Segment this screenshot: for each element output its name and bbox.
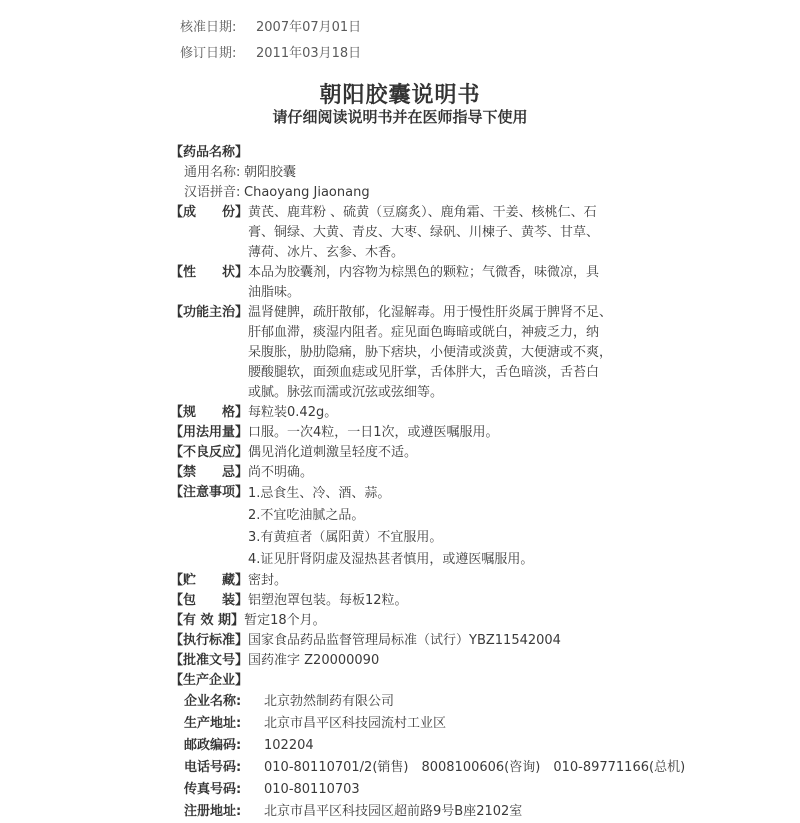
pinyin-value: Chaoyang Jiaonang — [244, 185, 370, 200]
usage-value: 口服。一次4粒，一日1次，或遵医嘱服用。 — [248, 425, 499, 440]
properties-line: 本品为胶囊剂，内容物为棕黑色的颗粒；气微香，味微凉，具 — [248, 265, 600, 280]
fax-value: 010-80110703 — [264, 782, 360, 797]
properties-line: 油脂味。 — [248, 285, 301, 300]
ingredients-heading: 【成 份】 — [170, 205, 249, 220]
section-indications — [170, 303, 650, 403]
ingredients-line: 薄荷、冰片、玄参、木香。 — [248, 245, 405, 260]
company-name-label: 企业名称: — [184, 694, 242, 709]
approve-date — [180, 16, 361, 35]
indications-line: 或腻。脉弦而濡或沉弦或弦细等。 — [248, 385, 444, 400]
section-adverse — [170, 443, 650, 463]
section-standard — [170, 631, 650, 651]
section-package — [170, 591, 650, 611]
precautions-heading: 【注意事项】 — [170, 485, 249, 500]
precaution-item: 3.有黄疸者（属阳黄）不宜服用。 — [248, 530, 443, 545]
common-name-label: 通用名称: — [184, 165, 241, 180]
registered-address-row — [184, 801, 650, 823]
package-value: 铝塑泡罩包装。每板12粒。 — [248, 593, 408, 608]
common-name-value: 朝阳胶囊 — [244, 165, 297, 180]
revise-date — [180, 42, 361, 61]
standard-heading: 【执行标准】 — [170, 633, 249, 648]
section-usage — [170, 423, 650, 443]
approval-heading: 【批准文号】 — [170, 653, 249, 668]
indications-line: 呆腹胀，胁肋隐痛，胁下痞块，小便清或淡黄，大便溏或不爽， — [248, 345, 613, 360]
precaution-item: 2.不宜吃油腻之品。 — [248, 508, 365, 523]
section-storage — [170, 571, 650, 591]
pinyin-row — [170, 183, 650, 203]
approve-date-label: 核准日期: — [180, 20, 237, 35]
manufacturer-heading: 【生产企业】 — [170, 673, 249, 688]
fax-row — [184, 779, 650, 801]
storage-value: 密封。 — [248, 573, 288, 588]
spec-value: 每粒装0.42g。 — [248, 405, 338, 420]
contra-heading: 【禁 忌】 — [170, 465, 249, 480]
spec-heading: 【规 格】 — [170, 405, 249, 420]
fax-label: 传真号码: — [184, 782, 242, 797]
contra-value: 尚不明确。 — [248, 465, 314, 480]
indications-line: 肝郁血滞，痰湿内阻者。症见面色晦暗或㿠白，神疲乏力，纳 — [248, 325, 600, 340]
company-name-value: 北京勃然制药有限公司 — [264, 694, 395, 709]
approve-date-value: 2007年07月01日 — [256, 20, 362, 35]
section-precautions — [170, 483, 650, 571]
phone-value: 010-80110701/2(销售) 8008100606(咨询) 010-89771166(总机) — [264, 760, 686, 775]
registered-address-label: 注册地址: — [184, 804, 242, 819]
adverse-heading: 【不良反应】 — [170, 445, 249, 460]
company-name-row — [184, 691, 650, 713]
revise-date-label: 修订日期: — [180, 46, 237, 61]
indications-line: 腰酸腿软，面颈血痣或见肝掌，舌体胖大，舌色暗淡，舌苔白 — [248, 365, 600, 380]
document-subtitle: 请仔细阅读说明书并在医师指导下使用 — [272, 108, 528, 126]
section-contra — [170, 463, 650, 483]
manufacturer-details — [170, 691, 686, 823]
usage-heading: 【用法用量】 — [170, 425, 249, 440]
section-drug-name — [170, 143, 650, 163]
section-spec — [170, 403, 650, 423]
section-properties — [170, 263, 650, 303]
validity-heading: 【有 效 期】 — [170, 613, 245, 628]
precaution-item: 1.忌食生、冷、酒、蒜。 — [248, 486, 391, 501]
validity-value: 暂定18个月。 — [244, 613, 326, 628]
ingredients-line: 黄芪、鹿茸粉 、硫黄（豆腐炙）、鹿角霜、干姜、核桃仁、石 — [248, 205, 597, 220]
adverse-value: 偶见消化道刺激呈轻度不适。 — [248, 445, 418, 460]
section-validity — [170, 611, 650, 631]
section-manufacturer — [170, 671, 650, 691]
zip-row — [184, 735, 650, 757]
document-title: 朝阳胶囊说明书 — [319, 83, 481, 108]
pinyin-label: 汉语拼音: — [184, 185, 241, 200]
section-approval — [170, 651, 650, 671]
common-name-row — [170, 163, 650, 183]
drug-name-heading: 【药品名称】 — [170, 145, 249, 160]
approval-value: 国药准字 Z20000090 — [248, 653, 380, 668]
revise-date-value: 2011年03月18日 — [256, 46, 362, 61]
production-address-label: 生产地址: — [184, 716, 242, 731]
phone-row — [184, 757, 686, 779]
ingredients-line: 膏、铜绿、大黄、青皮、大枣、绿矾、川楝子、黄芩、甘草、 — [248, 225, 600, 240]
indications-line: 温肾健脾，疏肝散郁，化湿解毒。用于慢性肝炎属于脾肾不足、 — [248, 305, 613, 320]
standard-value: 国家食品药品监督管理局标准（试行）YBZ11542004 — [248, 633, 561, 648]
storage-heading: 【贮 藏】 — [170, 573, 249, 588]
phone-label: 电话号码: — [184, 760, 242, 775]
production-address-row — [184, 713, 650, 735]
precaution-item: 4.证见肝肾阴虚及湿热甚者慎用，或遵医嘱服用。 — [248, 552, 534, 567]
leaflet-body — [170, 143, 686, 823]
section-ingredients — [170, 203, 650, 263]
indications-heading: 【功能主治】 — [170, 305, 249, 320]
registered-address-value: 北京市昌平区科技园区超前路9号B座2102室 — [264, 804, 523, 819]
production-address-value: 北京市昌平区科技园流村工业区 — [264, 716, 447, 731]
zip-value: 102204 — [264, 738, 314, 753]
properties-heading: 【性 状】 — [170, 265, 249, 280]
package-heading: 【包 装】 — [170, 593, 249, 608]
zip-label: 邮政编码: — [184, 738, 242, 753]
